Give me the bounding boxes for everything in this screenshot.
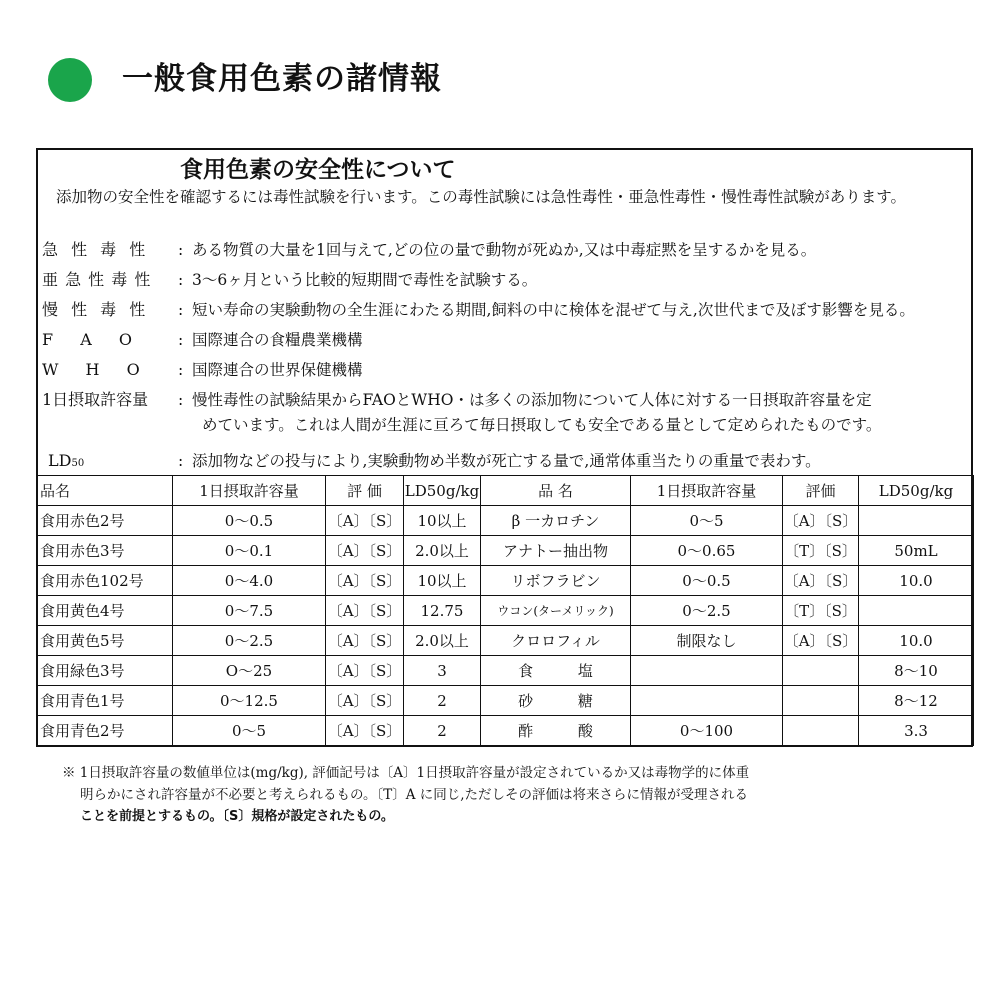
footnote-line: ことを前提とするもの。〔S〕規格が設定されたもの。 [80, 809, 394, 824]
table-row [37, 506, 974, 536]
table-cell: 0～0.1 [173, 536, 326, 566]
table-cell: 〔T〕〔S〕 [783, 596, 859, 626]
section-title: 食用色素の安全性について [180, 157, 456, 183]
footnote-line: ※ 1日摂取許容量の数値単位は(mg/kg), 評価記号は〔A〕1日摂取許容量が設定されているか又は毒物学的に体重 [62, 765, 750, 781]
table-cell: 食用赤色2号 [37, 506, 173, 536]
table-cell: 〔T〕〔S〕 [783, 536, 859, 566]
definition-desc: 国際連合の食糧農業機構 [192, 331, 363, 349]
definition-term: 急 性 毒 性 [42, 240, 150, 259]
table-header: 品名 [37, 476, 173, 506]
table-cell: 〔A〕〔S〕 [326, 566, 404, 596]
table-row [37, 686, 974, 716]
table-cell: 食用黄色5号 [37, 626, 173, 656]
table-cell: 10以上 [404, 506, 481, 536]
definition-desc: 慢性毒性の試験結果からFAOとWHO・は多くの添加物について人体に対する一日摂取許容量を定 [192, 391, 872, 409]
table-cell: 0～2.5 [631, 596, 783, 626]
table-cell: 2.0以上 [404, 536, 481, 566]
table-cell: 食用緑色3号 [37, 656, 173, 686]
table-cell: 10.0 [859, 626, 974, 656]
table-cell: 食用青色2号 [37, 716, 173, 746]
table-cell: 0～12.5 [173, 686, 326, 716]
table-cell: 12.75 [404, 596, 481, 626]
table-row [37, 536, 974, 566]
table-cell: 〔A〕〔S〕 [326, 686, 404, 716]
definition-desc: ある物質の大量を1回与えて,どの位の量で動物が死ぬか,又は中毒症黙を呈するかを見る。 [192, 241, 817, 259]
table-cell: 2 [404, 716, 481, 746]
table-cell [859, 596, 974, 626]
table-row [37, 716, 974, 746]
table-cell: 〔A〕〔S〕 [326, 536, 404, 566]
table-cell: β 一カロチン [481, 506, 631, 536]
table-header: LD50g/kg [859, 476, 974, 506]
table-cell: 0～7.5 [173, 596, 326, 626]
table-cell [631, 656, 783, 686]
definition-desc: 短い寿命の実験動物の全生涯にわたる期間,飼料の中に検体を混ぜて与え,次世代まで及ぼす影響を見る。 [192, 301, 915, 319]
table-cell [783, 716, 859, 746]
table-header: 評 価 [326, 476, 404, 506]
page-title: 一般食用色素の諸情報 [122, 61, 442, 97]
table-cell: 〔A〕〔S〕 [783, 506, 859, 536]
table-cell: 制限なし [631, 626, 783, 656]
definition-term: F A O [42, 330, 132, 349]
footnote [62, 762, 749, 828]
table-cell: 0～0.5 [173, 506, 326, 536]
table-cell: 8～10 [859, 656, 974, 686]
definition-term: 慢 性 毒 性 [42, 300, 150, 319]
table-cell: 食用黄色4号 [37, 596, 173, 626]
definition-desc: 3～6ヶ月という比較的短期間で毒性を試験する。 [192, 271, 538, 289]
table-cell: 〔A〕〔S〕 [783, 626, 859, 656]
table-cell: 2 [404, 686, 481, 716]
definition-term: LD50 [48, 451, 85, 470]
table-cell: O～25 [173, 656, 326, 686]
table-cell: 0～100 [631, 716, 783, 746]
table-cell: クロロフィル [481, 626, 631, 656]
table-cell: 3.3 [859, 716, 974, 746]
table-cell: 〔A〕〔S〕 [326, 596, 404, 626]
table-cell: 〔A〕〔S〕 [326, 506, 404, 536]
table-row [37, 626, 974, 656]
green-dot-icon [48, 58, 92, 102]
table-cell: 50mL [859, 536, 974, 566]
definition-term: W H O [42, 360, 140, 379]
intro-text: 添加物の安全性を確認するには毒性試験を行います。この毒性試験には急性毒性・亜急性毒性・慢性毒性試験があります。 [56, 188, 907, 206]
table-cell: 食用赤色3号 [37, 536, 173, 566]
table-cell: 2.0以上 [404, 626, 481, 656]
table-cell: 〔A〕〔S〕 [326, 716, 404, 746]
table-cell: 3 [404, 656, 481, 686]
table-cell: 10.0 [859, 566, 974, 596]
table-cell [631, 686, 783, 716]
table-header: 1日摂取許容量 [173, 476, 326, 506]
definition-desc: 国際連合の世界保健機構 [192, 361, 363, 379]
table-cell: リボフラビン [481, 566, 631, 596]
table-cell: 〔A〕〔S〕 [326, 626, 404, 656]
table-cell: 食用青色1号 [37, 686, 173, 716]
definition-desc-cont: めています。これは人間が生涯に亘ろて毎日摂取しても安全である量として定められたものです。 [202, 416, 882, 434]
table-cell: 食 塩 [481, 656, 631, 686]
table-row [37, 656, 974, 686]
table-cell: 食用赤色102号 [37, 566, 173, 596]
definition-desc: 添加物などの投与により,実験動物め半数が死亡する量で,通常体重当たりの重量で表わす。 [192, 452, 821, 470]
table-cell: 0～5 [631, 506, 783, 536]
table-cell [783, 686, 859, 716]
definition-term: 亜 急 性 毒 性 [42, 270, 152, 289]
food-color-table [36, 475, 974, 746]
table-cell [859, 506, 974, 536]
table-header: LD50g/kg [404, 476, 481, 506]
table-cell: 0～0.5 [631, 566, 783, 596]
table-cell: 8～12 [859, 686, 974, 716]
table-cell: 砂 糖 [481, 686, 631, 716]
table-cell: 0～4.0 [173, 566, 326, 596]
table-cell: 〔A〕〔S〕 [326, 656, 404, 686]
table-header: 品 名 [481, 476, 631, 506]
safety-info-box: 食用色素の安全性について 添加物の安全性を確認するには毒性試験を行います。この毒性試験には急性毒性・亜急性毒性・慢性毒性試験があります。 急 性 毒 性 : ある物質の大量を1回与えて,どの位の量で動物が死ぬか,又は中毒症黙を呈するかを見る。 亜 急 性 毒 性 : 3～6ヶ月という比較的短期間で毒性を試験する。 慢 性 毒 性 : 短い寿命の実験動物の全生涯にわたる期間,飼料の中に検体を混ぜて与え,次世代まで及ぼす影響を見る。 F A O : 国際連合の食糧農業機構 W H O : 国際連合の世界保健機構 1日摂取許容量 : 慢性毒性の試験結果からFAOとWHO・は多くの添加物について人体に対する一日摂取許容量を定 めています。これは人間が生涯に亘ろて毎日摂取しても安全である量として定められたものです。 LD50 : 添加物などの投与により,実験動物め半数が死亡する量で,通常体重当たりの重量で表わす。 品名 1日摂取許容量 評 価 LD50g/kg 品 名 1日摂取許容量 評価 LD50g/kg 食用赤色2号 0～0.5 〔A〕〔S〕 10以上 β 一カロチン 0～5 〔A〕〔S〕 食用赤色3号 0～0.1 〔A〕〔S〕 2.0以上 アナトー抽出物 0～0.65 〔T〕〔S〕 50mL 食用赤色102号 0～4.0 〔A〕〔S〕 10以上 リボフラビン 0～0.5 〔A〕〔S〕 10.0 食用黄色4号 0～7.5 〔A〕〔S〕 12.75 ウコン(ターメリック) 0～2.5 〔T〕〔S〕 食用黄色5号 0～2.5 〔A〕〔S〕 2.0以上 クロロフィル 制限なし 〔A〕〔S〕 10.0 食用緑色3号 O～25 〔A〕〔S〕 3 食 塩 8～10 食用青色1号 0～12.5 〔A〕〔S〕 2 砂 糖 8～12 食用青色2号 0～5 〔A〕〔S〕 2 酢 酸 0～100 3.3 [36, 148, 973, 747]
table-cell: 10以上 [404, 566, 481, 596]
definition-term: 1日摂取許容量 [42, 390, 149, 409]
table-header: 評価 [783, 476, 859, 506]
table-cell: アナトー抽出物 [481, 536, 631, 566]
footnote-line: 明らかにされ許容量が不必要と考えられるもの。〔T〕A に同じ,ただしその評価は将来さらに情報が受理される [80, 787, 749, 803]
table-cell: ウコン(ターメリック) [481, 596, 631, 626]
table-cell: 0～2.5 [173, 626, 326, 656]
table-cell [783, 656, 859, 686]
table-row [37, 566, 974, 596]
table-header-row [37, 476, 974, 506]
table-cell: 0～0.65 [631, 536, 783, 566]
table-cell: 0～5 [173, 716, 326, 746]
table-cell: 酢 酸 [481, 716, 631, 746]
table-cell: 〔A〕〔S〕 [783, 566, 859, 596]
table-row [37, 596, 974, 626]
table-header: 1日摂取許容量 [631, 476, 783, 506]
